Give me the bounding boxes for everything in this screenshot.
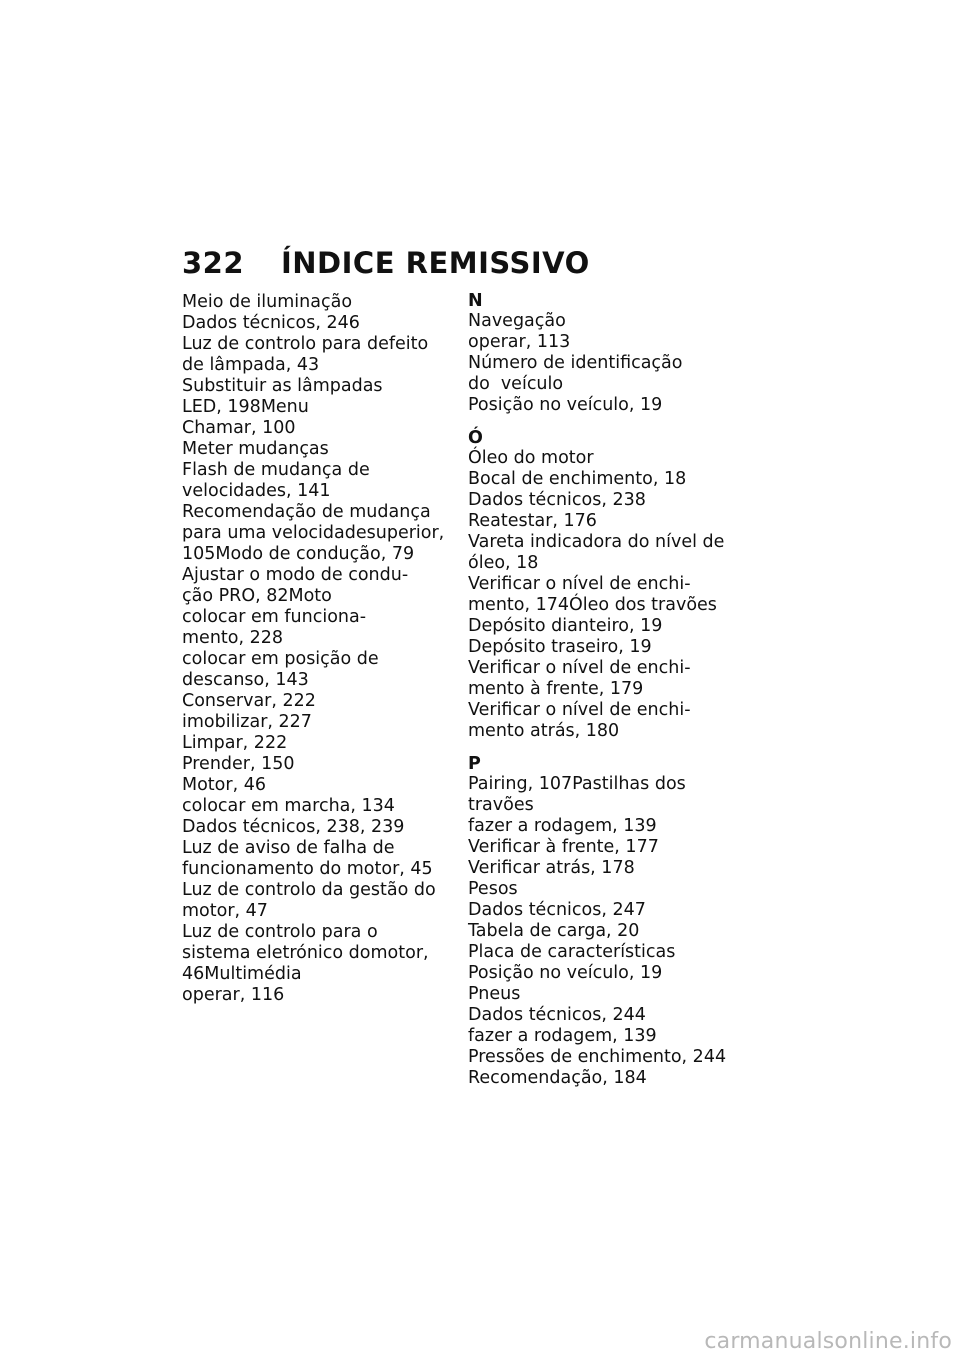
index-subentry <box>468 532 743 573</box>
index-subentry <box>182 418 457 439</box>
index-letter: Ó <box>468 428 483 448</box>
watermark: carmanualsonline.info <box>704 1329 952 1354</box>
index-subentry-line: motor, 46 <box>182 943 429 984</box>
index-entry: Óleo dos travões <box>569 595 717 615</box>
page-title: ÍNDICE REMISSIVO <box>281 246 590 280</box>
index-subentry-line: Luz de controlo da gestão do <box>182 880 436 900</box>
index-subentry <box>182 376 457 417</box>
index-entry: Placa de características <box>468 942 676 962</box>
index-subentry-line: sistema eletrónico do <box>182 943 371 963</box>
page-number: 322 <box>182 246 245 280</box>
index-subentry <box>468 511 743 532</box>
page-header <box>182 246 590 280</box>
index-subentry-line: óleo, 18 <box>468 553 539 573</box>
index-entry: Multimédia <box>204 964 302 984</box>
index-subentry <box>468 332 743 353</box>
index-subentry-line: Substituir as lâmpadas <box>182 376 383 396</box>
index-entry: Óleo do motor <box>468 448 594 468</box>
index-subentry-line: mento, 174 <box>468 595 570 615</box>
index-subentry <box>468 900 743 921</box>
index-subentry-line: Vareta indicadora do nível de <box>468 532 725 552</box>
index-subentry <box>182 712 457 733</box>
index-subentry <box>468 469 743 490</box>
index-subentry-line: Chamar, 100 <box>182 418 296 438</box>
index-letter: N <box>468 291 483 311</box>
index-subentry-line: Luz de controlo para defeito <box>182 334 429 354</box>
index-column-left <box>182 292 457 1006</box>
index-subentry-line: Prender, 150 <box>182 754 295 774</box>
index-subentry-line: colocar em marcha, 134 <box>182 796 395 816</box>
index-subentry <box>182 313 457 334</box>
index-subentry-line: Luz de aviso de falha de <box>182 838 395 858</box>
index-entry: Meter mudanças <box>182 439 329 459</box>
index-entry: Modo de condução, 79 <box>215 544 415 564</box>
index-subentry-line: operar, 116 <box>182 985 285 1005</box>
index-subentry-line: mento atrás, 180 <box>468 721 620 741</box>
index-subentry-line: fazer a rodagem, 139 <box>468 1026 657 1046</box>
index-subentry-line: Bocal de enchimento, 18 <box>468 469 687 489</box>
index-entry: veículo <box>500 374 564 394</box>
index-subentry-line: Dados técnicos, 238 <box>468 490 646 510</box>
index-subentry-line: colocar em funciona- <box>182 607 367 627</box>
index-subentry <box>182 754 457 775</box>
index-subentry-line: Reatestar, 176 <box>468 511 597 531</box>
index-letter: P <box>468 754 481 774</box>
index-entry: Pneus <box>468 984 521 1004</box>
index-subentry-line: para uma velocidade <box>182 523 367 543</box>
index-subentry-line: de lâmpada, 43 <box>182 355 320 375</box>
index-subentry-line: velocidades, 141 <box>182 481 331 501</box>
index-subentry <box>182 796 457 817</box>
index-entry: Pesos <box>468 879 518 899</box>
index-subentry <box>468 616 743 637</box>
index-subentry <box>468 816 743 837</box>
index-subentry <box>468 700 743 741</box>
index-subentry-line: Recomendação, 184 <box>468 1068 647 1088</box>
index-subentry-line: ção PRO, 82 <box>182 586 289 606</box>
index-subentry <box>468 490 743 511</box>
index-subentry-line: Dados técnicos, 238, 239 <box>182 817 405 837</box>
index-subentry-line: Depósito traseiro, 19 <box>468 637 652 657</box>
index-subentry-line: Pressões de enchimento, 244 <box>468 1047 727 1067</box>
index-entry: Moto <box>288 586 332 606</box>
index-subentry <box>468 963 743 984</box>
index-subentry <box>468 921 743 942</box>
index-subentry <box>182 649 457 690</box>
index-subentry <box>182 985 457 1006</box>
index-subentry <box>468 658 743 699</box>
index-subentry-line: Dados técnicos, 244 <box>468 1005 646 1025</box>
index-subentry-line: Recomendação de mudança <box>182 502 431 522</box>
index-subentry-line: Dados técnicos, 247 <box>468 900 646 920</box>
index-entry: Pairing, 107 <box>468 774 573 794</box>
index-subentry <box>182 838 457 879</box>
index-subentry-line: Posição no veículo, 19 <box>468 963 663 983</box>
index-column-right <box>468 292 743 1089</box>
index-subentry <box>468 1005 743 1026</box>
index-entry: Menu <box>260 397 309 417</box>
index-subentry <box>468 395 743 416</box>
index-subentry-line: superior, 105 <box>182 523 445 564</box>
index-subentry <box>468 858 743 879</box>
index-subentry <box>468 637 743 658</box>
index-subentry-line: Verificar o nível de enchi- <box>468 700 691 720</box>
index-subentry <box>468 1047 743 1068</box>
index-entry: Navegação <box>468 311 566 331</box>
index-subentry-line: Conservar, 222 <box>182 691 316 711</box>
index-subentry <box>468 1026 743 1047</box>
index-subentry-line: mento, 228 <box>182 628 284 648</box>
index-subentry-line: motor, 47 <box>182 901 268 921</box>
index-subentry-line: Depósito dianteiro, 19 <box>468 616 663 636</box>
index-subentry-line: Flash de mudança de <box>182 460 370 480</box>
index-subentry <box>182 607 457 648</box>
index-subentry-line: Tabela de carga, 20 <box>468 921 640 941</box>
index-subentry-line: imobilizar, 227 <box>182 712 312 732</box>
index-subentry-line: Dados técnicos, 246 <box>182 313 360 333</box>
index-subentry <box>182 817 457 838</box>
index-subentry-line: Ajustar o modo de condu- <box>182 565 409 585</box>
index-subentry-line: Verificar o nível de enchi- <box>468 658 691 678</box>
index-subentry <box>182 733 457 754</box>
index-entry: Motor, 46 <box>182 775 266 795</box>
index-subentry-line: mento à frente, 179 <box>468 679 644 699</box>
index-subentry-line: Luz de controlo para o <box>182 922 378 942</box>
index-subentry-line: colocar em posição de <box>182 649 379 669</box>
index-subentry-line: operar, 113 <box>468 332 571 352</box>
index-entry: Pastilhas dos travões <box>468 774 686 815</box>
index-entry: Meio de iluminação <box>182 292 353 312</box>
index-subentry-line: Limpar, 222 <box>182 733 288 753</box>
index-entry: Número de identificação do <box>468 353 683 394</box>
index-subentry <box>468 1068 743 1089</box>
index-subentry-line: Verificar à frente, 177 <box>468 837 659 857</box>
index-subentry <box>182 691 457 712</box>
index-subentry <box>182 334 457 375</box>
index-subentry-line: Verificar o nível de enchi- <box>468 574 691 594</box>
index-subentry-line: descanso, 143 <box>182 670 309 690</box>
index-subentry-line: fazer a rodagem, 139 <box>468 816 657 836</box>
index-subentry <box>468 837 743 858</box>
index-subentry-line: LED, 198 <box>182 397 261 417</box>
index-subentry-line: funcionamento do motor, 45 <box>182 859 433 879</box>
index-subentry-line: Verificar atrás, 178 <box>468 858 635 878</box>
index-subentry <box>182 460 457 501</box>
index-subentry-line: Posição no veículo, 19 <box>468 395 663 415</box>
index-subentry <box>182 880 457 921</box>
